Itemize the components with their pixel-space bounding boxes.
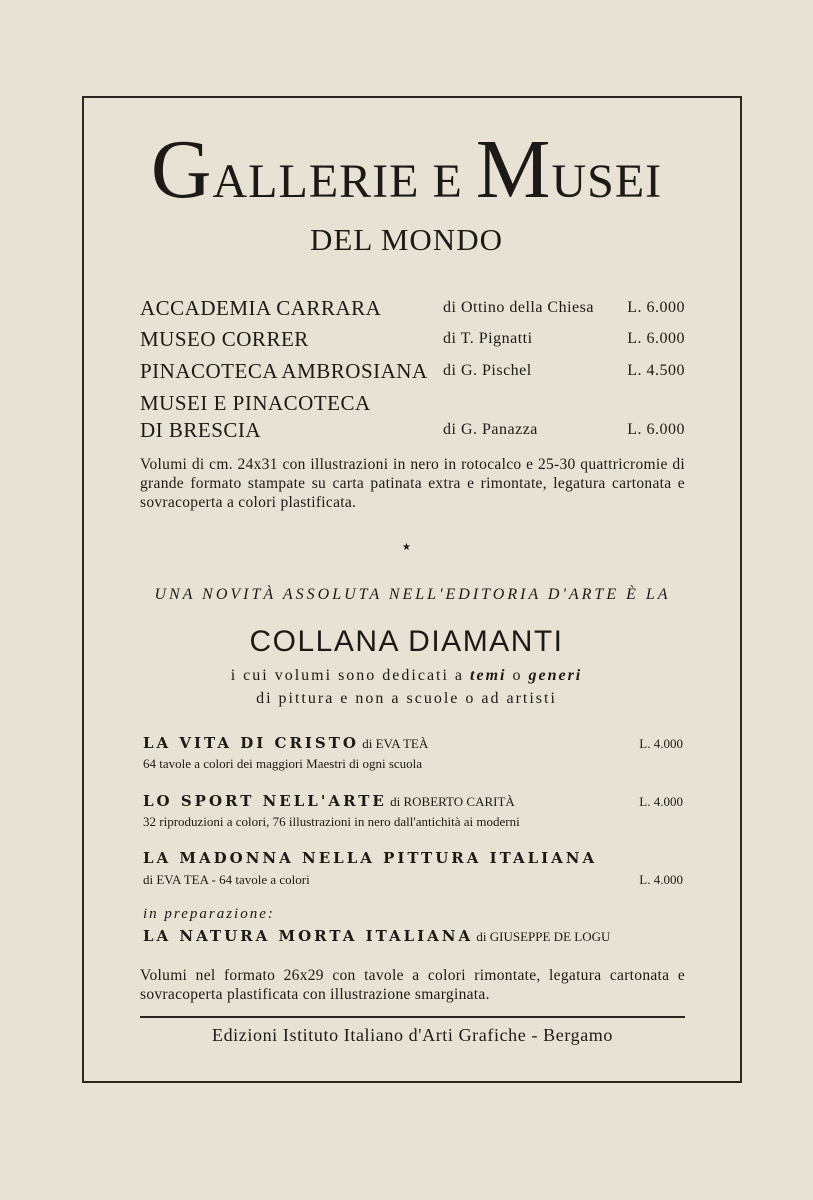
catalog-price: L. 4.500 [627, 362, 685, 379]
catalog-name: PINACOTECA AMBROSIANA [140, 359, 428, 383]
catalog-author: di G. Panazza [443, 421, 538, 438]
book-author: di EVA TEÀ [359, 736, 429, 751]
catalog-name: MUSEI E PINACOTECA [140, 391, 371, 415]
book-desc: di EVA TEA - 64 tavole a colori L. 4.000 [143, 872, 683, 887]
book-desc: 64 tavole a colori dei maggiori Maestri di ogni scuola [143, 756, 423, 771]
divider [140, 1016, 685, 1018]
collana-intro: UNA NOVITÀ ASSOLUTA NELL'EDITORIA D'ARTE È LA [154, 586, 671, 603]
catalog-row [140, 296, 685, 322]
book-author: di GIUSEPPE DE LOGU [473, 929, 611, 944]
book-title: LO SPORT NELL'ARTE [143, 792, 387, 810]
collana-desc-line1: i cui volumi sono dedicati a temi o generi [230, 667, 583, 684]
book-title: LA MADONNA NELLA PITTURA ITALIANA [143, 849, 598, 867]
catalog-author: di G. Pischel [443, 362, 532, 379]
catalog-price: L. 6.000 [627, 299, 685, 316]
collana-description: Volumi nel formato 26x29 con tavole a colori rimontate, legatura cartonata e sovracoperta plastificata con illustrazione smarginata. [140, 967, 685, 1003]
catalog-name: DI BRESCIA [140, 418, 262, 442]
book-entry [143, 734, 683, 753]
catalog-row [140, 359, 685, 385]
collana-title: COLLANA DIAMANTI [249, 625, 564, 658]
book-author: di ROBERTO CARITÀ [386, 794, 515, 809]
book-price: L. 4.000 [639, 794, 683, 809]
star-icon: ★ [402, 542, 411, 553]
book-title: LA NATURA MORTA ITALIANA [143, 927, 474, 945]
book-title: LA VITA DI CRISTO [143, 734, 359, 752]
catalog-description: Volumi di cm. 24x31 con illustrazioni in nero in rotocalco e 25-30 quattricromie di grande formato stampate su carta patinata extra e rimontate, legatura cartonata e sovracoperta a colori plastificata. [140, 456, 685, 511]
catalog-author: di Ottino della Chiesa [443, 299, 594, 316]
book-entry [143, 792, 683, 811]
book-desc: 32 riproduzioni a colori, 76 illustrazioni in nero dall'antichità ai moderni [143, 814, 520, 829]
preparation-entry [143, 927, 683, 946]
catalog-author: di T. Pignatti [443, 330, 533, 347]
collana-desc-line2: di pittura e non a scuole o ad artisti [256, 690, 557, 707]
preparation-label: in preparazione: [143, 906, 275, 922]
book-price: L. 4.000 [639, 872, 683, 887]
catalog-row [140, 418, 685, 444]
catalog-row [140, 391, 685, 417]
page-title: GALLERIE E MUSEI [150, 123, 663, 216]
page-subtitle: DEL MONDO [310, 222, 503, 257]
catalog-price: L. 6.000 [627, 330, 685, 347]
catalog-row [140, 327, 685, 353]
catalog-name: ACCADEMIA CARRARA [140, 296, 382, 320]
catalog-name: MUSEO CORRER [140, 327, 309, 351]
book-entry [143, 849, 683, 868]
catalog-price: L. 6.000 [627, 421, 685, 438]
publisher-footer: Edizioni Istituto Italiano d'Arti Grafiche - Bergamo [211, 1025, 613, 1045]
book-price: L. 4.000 [639, 736, 683, 751]
